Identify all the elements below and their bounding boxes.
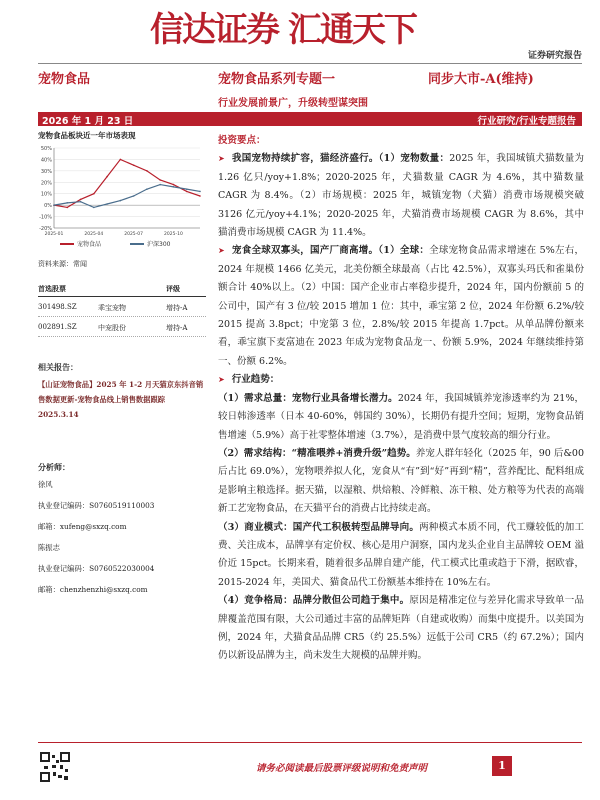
qr-code-icon[interactable]	[40, 752, 70, 782]
date-bar	[38, 112, 582, 126]
paragraph-lead: （3）商业模式：国产代工积极转型品牌导向。	[218, 521, 420, 533]
paragraph	[218, 390, 584, 445]
report-subtitle: 行业发展前景广，升级转型谋突围	[218, 98, 368, 109]
data-point	[186, 191, 188, 193]
stock-rating: 增持-A	[166, 324, 188, 332]
data-point	[199, 195, 201, 197]
analyst-email[interactable]: 邮箱：chenzhenzhi@sxzq.com	[38, 585, 148, 594]
analyst-email[interactable]: 邮箱：xufeng@sxzq.com	[38, 522, 127, 531]
stock-rating: 增持-A	[166, 304, 188, 312]
stock-header-rating: 评级	[166, 284, 180, 293]
market-performance-chart	[38, 142, 206, 254]
data-point	[53, 204, 55, 206]
paragraph	[218, 592, 584, 666]
page-number: 1	[492, 756, 512, 776]
arrow-icon: ➤	[218, 154, 225, 164]
y-tick-label: -20%	[39, 226, 52, 232]
stock-table-header	[38, 284, 206, 297]
analyst-title: 分析师：	[38, 462, 70, 472]
header-divider	[38, 63, 582, 64]
paragraph-text: 原因是精准定位与差异化需求导致单一品牌覆盖范围有限，大公司通过丰富的品牌矩阵（自建或收购）而集中度提升。以美国为例，2024 年，犬猫食品品牌 CR5（约 25.5%）远低于公司 CR5（约 67.2%）；国内仍以新设品牌为主，尚未发生大规模的品牌并购。	[218, 595, 584, 662]
y-tick-label: 20%	[40, 180, 52, 187]
series-line	[54, 185, 200, 208]
paragraph-lead: （1）需求总量：宠物行业具备增长潜力。	[218, 392, 398, 404]
paragraph	[218, 445, 584, 519]
legend-label: 沪深300	[147, 241, 171, 248]
data-point	[66, 207, 68, 209]
x-tick-label: 2025-04	[84, 232, 104, 237]
data-point	[66, 202, 68, 204]
stock-code: 301498.SZ	[38, 303, 77, 311]
analyst-name: 陈振志	[38, 543, 60, 552]
industry-category: 宠物食品	[38, 72, 91, 87]
data-point	[80, 199, 82, 201]
data-point	[173, 184, 175, 186]
data-point	[199, 191, 201, 193]
x-tick-label: 2025-10	[164, 232, 183, 237]
paragraph	[218, 371, 584, 389]
y-tick-label: 10%	[40, 191, 52, 198]
series-line	[54, 159, 200, 207]
report-series-title: 宠物食品系列专题一	[218, 72, 336, 87]
arrow-icon: ➤	[218, 375, 225, 385]
paragraph-text: 2024 年，我国城镇养宠渗透率约为 21%，较日韩渗透率（日本 40-60%，韩国约 30%），长期仍有提升空间；短期，宠物食品销售增速（5.9%）高于社零整体增速（3.7%），是消费中景气度较高的细分行业。	[218, 392, 584, 441]
data-point	[186, 188, 188, 190]
chart-source: 资料来源：常闻	[38, 260, 87, 268]
arrow-icon: ➤	[218, 246, 225, 256]
paragraph	[218, 242, 584, 371]
y-tick-label: 40%	[40, 157, 52, 164]
y-tick-label: 0%	[44, 203, 52, 210]
company-logo: 信达证券 汇通天下	[150, 10, 416, 50]
section-title: 投资要点：	[218, 135, 266, 146]
stock-name: 乖宝宠物	[98, 304, 126, 312]
disclaimer-notice: 请务必阅读最后股票评级说明和免责声明	[256, 763, 428, 774]
x-tick-label: 2025-01	[44, 232, 64, 237]
data-point	[106, 176, 108, 178]
data-point	[173, 186, 175, 188]
analyst-name: 徐风	[38, 480, 53, 489]
data-point	[120, 200, 122, 202]
y-tick-label: -10%	[39, 214, 52, 221]
legend-label: 宠物食品	[77, 241, 102, 248]
paragraph-lead: 宠食全球双寡头，国产厂商高增。（1）全球：	[231, 245, 430, 257]
paragraph-text: 两种模式本质不同，代工赚较低的加工费、关注成本，品牌享有定价权、核心是用户洞察，国内龙头企业自主品牌较 OEM 溢价近 15pct。长期来看，随着很多品牌自建产能，代工模式比重或趋于下滑，据欧睿，2015-2024 年，美国犬、猫食品代工份额基本维持在 10%左右。	[218, 521, 584, 588]
data-point	[120, 159, 122, 161]
data-point	[133, 164, 135, 166]
analyst-cert: 执业登记编码：S0760522030004	[38, 564, 155, 573]
y-tick-label: 50%	[40, 146, 52, 152]
industry-rating: 同步大市-A(维持)	[428, 72, 534, 87]
chart-title: 宠物食品板块近一年市场表现	[38, 131, 136, 140]
report-tagline: 证券研究报告	[527, 51, 582, 61]
paragraph-text: 全球宠物食品需求增速在 5%左右，2024 年规模 1466 亿美元，北美份额全球最高（占比 42.5%），双寡头玛氏和雀巢份额合计 40%以上。（2）中国：国产企业市占率稳步提升，2024 年，国内份额前 5 的公司中，国产有 3 位/较 2015 增加 1 位：其中，乖宝第 2 位，2024 年份额 6.2%/较 2015 提高 3.8pct；中宠第 3 位，2.8%/较 2015 年提高 1.7pct。从单品牌份额来看，乖宝旗下麦富迪在 2023 年成为宠物食品龙一、份额 5.9%，2024 年继续维持第一、份额 6.2%。	[218, 245, 584, 367]
data-point	[93, 193, 95, 195]
related-reports-title: 相关报告：	[38, 362, 78, 372]
paragraph-text: 2025 年，我国城镇犬猫数量为 1.26 亿只/yoy+1.8%；2020-2025 年，犬猫数量 CAGR 为 4.6%，其中猫数量 CAGR 为 8.4%。（2）市场规模：2025 年，城镇宠物（犬猫）消费市场规模突破 3126 亿元/yoy+4.1%；2020-2025 年，犬猫消费市场规模 CAGR 为 8.6%，其中猫消费市场规模 CAGR 为 11.4%。	[218, 153, 584, 239]
data-point	[80, 201, 82, 203]
data-point	[159, 184, 161, 186]
stock-header-code: 首选股票	[38, 284, 66, 293]
data-point	[106, 203, 108, 205]
stock-code: 002891.SZ	[38, 323, 77, 331]
related-report-link[interactable]: 【山证宠物食品】2025 年 1-2 月天猫京东抖音销售数据更新-宠物食品线上销售数据跟踪 2025.3.14	[38, 380, 204, 419]
report-date: 2026 年 1 月 23 日	[42, 116, 134, 127]
table-row	[38, 300, 206, 317]
paragraph-lead: （4）竞争格局：品牌分散但公司趋于集中。	[218, 595, 410, 607]
stock-name: 中宠股份	[98, 324, 126, 332]
data-point	[146, 170, 148, 172]
report-type: 行业研究/行业专题报告	[477, 116, 576, 127]
investment-highlights	[218, 132, 584, 666]
x-tick-label: 2025-07	[124, 232, 144, 237]
footer-divider	[38, 742, 582, 743]
data-point	[133, 195, 135, 197]
y-tick-label: 30%	[40, 168, 52, 175]
data-point	[159, 179, 161, 181]
table-row	[38, 320, 206, 337]
paragraph-lead: 我国宠物持续扩容，猫经济盛行。（1）宠物数量：	[231, 153, 450, 165]
paragraph	[218, 519, 584, 593]
analyst-cert: 执业登记编码：S0760519110003	[38, 501, 155, 510]
paragraph-lead: （2）需求结构：“精准喂养+消费升级”趋势。	[218, 447, 416, 459]
chart-title-block	[38, 130, 206, 141]
data-point	[146, 188, 148, 190]
data-point	[93, 207, 95, 209]
paragraph-text: 养宠人群年轻化（2025 年，90 后&00 后占比 69.0%），宠物喂养拟人化，宠食从“有”到“好”再到“精”，营养配比、配料组成是影响主粮选择。据天猫，以湿粮、烘焙粮、冷鲜粮、冻干粮、处方粮等为代表的高端新工艺宠物食品，在天猫平台的消费占比持续走高。	[218, 447, 585, 515]
paragraph-lead: 行业趋势：	[231, 374, 280, 386]
paragraph	[218, 150, 584, 242]
